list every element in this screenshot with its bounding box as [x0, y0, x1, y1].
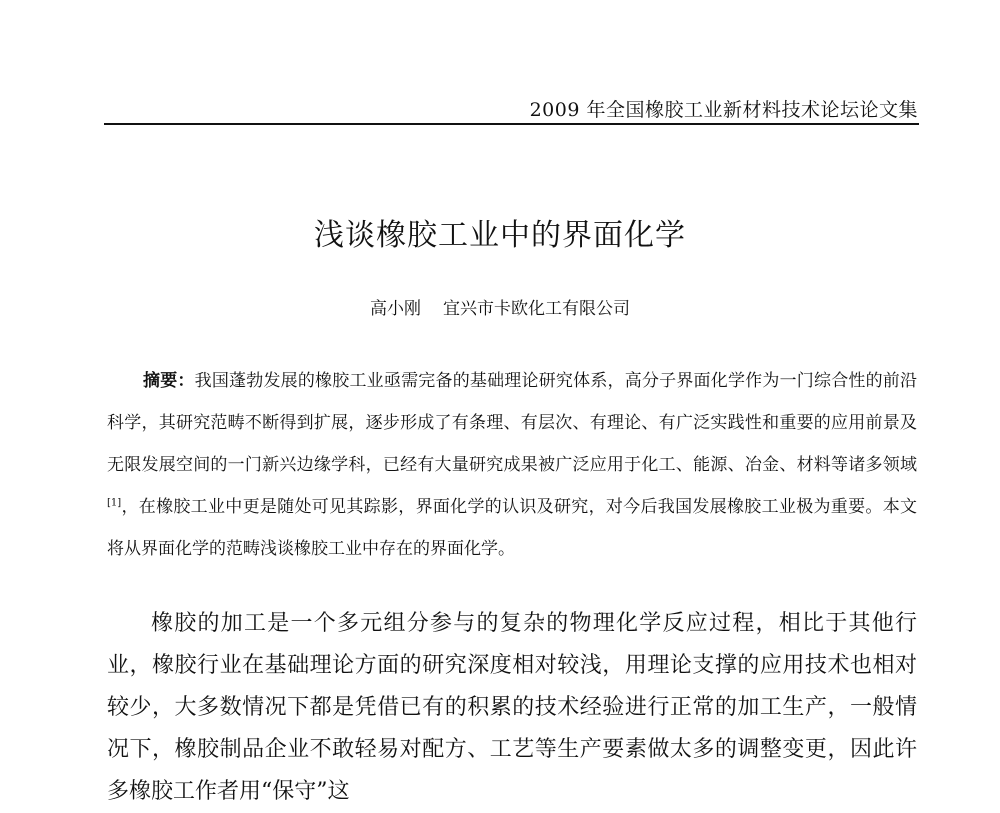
byline [0, 294, 1000, 319]
abstract [107, 360, 917, 570]
abstract-label: 摘要： [143, 371, 195, 391]
abstract-text-part2: ，在橡胶工业中更是随处可见其踪影，界面化学的认识及研究，对今后我国发展橡胶工业极为重要。本文将从界面化学的范畴浅谈橡胶工业中存在的界面化学。 [107, 497, 917, 559]
running-header: 2009 年全国橡胶工业新材料技术论坛论文集 [529, 99, 918, 121]
paper-title: 浅谈橡胶工业中的界面化学 [314, 218, 686, 253]
header-rule [104, 123, 919, 125]
author-name: 高小刚 [370, 299, 421, 319]
citation-ref: [1] [107, 497, 122, 509]
body-paragraph: 橡胶的加工是一个多元组分参与的复杂的物理化学反应过程，相比于其他行业，橡胶行业在基础理论方面的研究深度相对较浅，用理论支撑的应用技术也相对较少，大多数情况下都是凭借已有的积累的技术经验进行正常的加工生产，一般情况下，橡胶制品企业不敢轻易对配方、工艺等生产要素做太多的调整变更，因此许多橡胶工作者用“保守”这 [107, 611, 917, 804]
abstract-text-part1: 我国蓬勃发展的橡胶工业亟需完备的基础理论研究体系，高分子界面化学作为一门综合性的前沿科学，其研究范畴不断得到扩展，逐步形成了有条理、有层次、有理论、有广泛实践性和重要的应用前景及无限发展空间的一门新兴边缘学科，已经有大量研究成果被广泛应用于化工、能源、冶金、材料等诸多领域 [107, 371, 918, 475]
author-affiliation: 宜兴市卡欧化工有限公司 [443, 299, 630, 319]
